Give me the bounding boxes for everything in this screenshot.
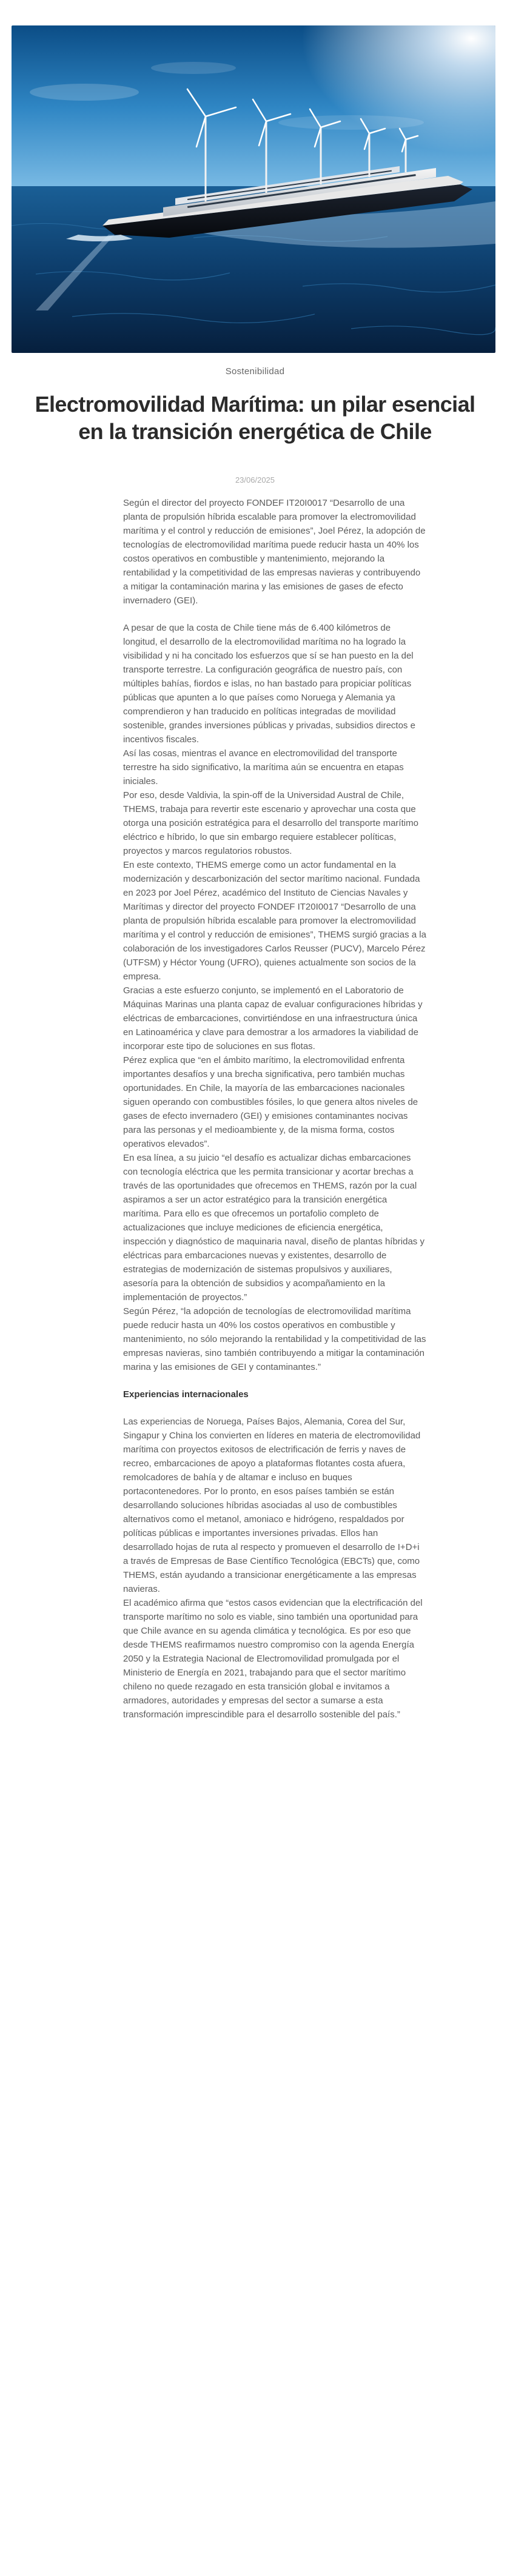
article-body: [123, 496, 426, 1722]
paragraph: Según Pérez, “la adopción de tecnologías de electromovilidad marítima puede reducir hasta un 40% los costos operativos en combustible y mantenimiento, no sólo mejorando la rentabilidad y la competitividad de las empresas navieras, sino también contribuyendo a mitigar la contaminación marina y las emisiones de GEI y contaminantes.”: [123, 1306, 426, 1372]
paragraph: En esa línea, a su juicio “el desafío es actualizar dichas embarcaciones con tecnología eléctrica que les permita transicionar y acortar brechas a través de las oportunidades que ofrecemos en THEMS, razón por la cual aspiramos a ser un actor estratégico para la transición energética marítima. Para ello es que ofrecemos un portafolio completo de actualizaciones que incluye mediciones de eficiencia energética, inspección y diagnóstico de maquinaria naval, diseño de plantas híbridas y eléctricas para embarcaciones nuevas y existentes, desarrollo de estrategias de modernización de sistemas propulsivos y auxiliares, asesoría para la obtención de subsidios y acompañamiento en la implementación de proyectos.”: [123, 1153, 424, 1303]
electric-ship-illustration: [12, 25, 495, 353]
section-heading: Experiencias internacionales: [123, 1389, 249, 1400]
article-category[interactable]: Sostenibilidad: [225, 366, 285, 377]
article-date: 23/06/2025: [235, 475, 275, 485]
paragraph: A pesar de que la costa de Chile tiene más de 6.400 kilómetros de longitud, el desarrollo de la electromovilidad marítima no ha logrado la visibilidad y ni ha concitado los esfuerzos que sí se han puesto en la del transporte terrestre. La configuración geográfica de nuestro país, con múltiples bahías, fiordos e islas, no han bastado para propiciar políticas públicas que apunten a lo que países como Noruega y Alemania ya comprendieron y han traducido en políticas integradas de movilidad sostenible, grandes inversiones públicas y privadas, subsidios directos e incentivos fiscales.: [123, 623, 415, 745]
paragraph: Pérez explica que “en el ámbito marítimo, la electromovilidad enfrenta importantes desafíos y una brecha significativa, pero también muchas oportunidades. En Chile, la mayoría de las embarcaciones nacionales siguen operando con combustibles fósiles, lo que genera altos niveles de gases de efecto invernadero (GEI) y emisiones contaminantes nocivas para las personas y el medioambiente y, de la misma forma, costos operativos elevados”.: [123, 1055, 418, 1149]
paragraph: El académico afirma que “estos casos evidencian que la electrificación del transporte marítimo no solo es viable, sino también una oportunidad para que Chile avance en su agenda climática y tecnológica. Es por eso que desde THEMS reafirmamos nuestro compromiso con la agenda Energía 2050 y la Estrategia Nacional de Electromovilidad promulgada por el Ministerio de Energía en 2021, trabajando para que el sector marítimo chileno no quede rezagado en esta transición global e invitamos a armadores, autoridades y empresas del sector a sumarse a esta transformación imprescindible para el desarrollo sostenible del país.”: [123, 1598, 423, 1720]
article-title: Electromovilidad Marítima: un pilar esencial en la transición energética de Chile: [35, 392, 475, 444]
paragraph: Gracias a este esfuerzo conjunto, se implementó en el Laboratorio de Máquinas Marinas una planta capaz de evaluar configuraciones híbridas y eléctricas de embarcaciones, convirtiéndose en una infraestructura única en Latinoamérica y clave para demostrar a los armadores la viabilidad de incorporar este tipo de soluciones en sus flotas.: [123, 985, 423, 1052]
paragraph: En este contexto, THEMS emerge como un actor fundamental en la modernización y descarbonización del sector marítimo nacional. Fundada en 2023 por Joel Pérez, académico del Instituto de Ciencias Navales y Marítimas y director del proyecto FONDEF IT20I0017 “Desarrollo de una planta de propulsión híbrida escalable para promover la electromovilidad marítima y el control y reducción de emisiones”, THEMS surgió gracias a la colaboración de los investigadores Carlos Reusser (PUCV), Marcelo Pérez (UTFSM) y Héctor Young (UFRO), quienes actualmente son socios de la empresa.: [123, 860, 426, 982]
paragraph: Las experiencias de Noruega, Países Bajos, Alemania, Corea del Sur, Singapur y China los convierten en líderes en materia de electromovilidad marítima con proyectos exitosos de electrificación de ferris y naves de recreo, embarcaciones de apoyo a plataformas flotantes costa afuera, remolcadores de bahía y de altamar e incluso en buques portacontenedores. Por lo pronto, en esos países también se están desarrollando soluciones híbridas asociadas al uso de combustibles alternativos como el metanol, amoniaco e hidrógeno, respaldados por políticas públicas e importantes inversiones privadas. Ellos han desarrollado hojas de ruta al respecto y promueven el desarrollo de I+D+i a través de Empresas de Base Científico Tecnológica (EBCTs) que, como THEMS, están ayudando a transicionar energéticamente a las empresas navieras.: [123, 1417, 421, 1594]
paragraph: Según el director del proyecto FONDEF IT20I0017 “Desarrollo de una planta de propulsión híbrida escalable para promover la electromovilidad marítima y el control y reducción de emisiones”, Joel Pérez, la adopción de tecnologías de electromovilidad marítima puede reducir hasta un 40% los costos operativos en combustible y mantenimiento, mejorando la rentabilidad y la competitividad de las empresas navieras y contribuyendo a mitigar la contaminación marina y las emisiones de gases de efecto invernadero (GEI).: [123, 498, 426, 606]
hero-image: [12, 25, 495, 353]
paragraph: Así las cosas, mientras el avance en electromovilidad del transporte terrestre ha sido significativo, la marítima aún se encuentra en etapas iniciales.: [123, 748, 404, 787]
paragraph: Por eso, desde Valdivia, la spin-off de la Universidad Austral de Chile, THEMS, trabaja para revertir este escenario y aprovechar una costa que otorga una posición estratégica para el desarrollo del transporte marítimo eléctrico e híbrido, lo que sin embargo requiere establecer políticas, proyectos y marcos regulatorios robustos.: [123, 790, 418, 856]
